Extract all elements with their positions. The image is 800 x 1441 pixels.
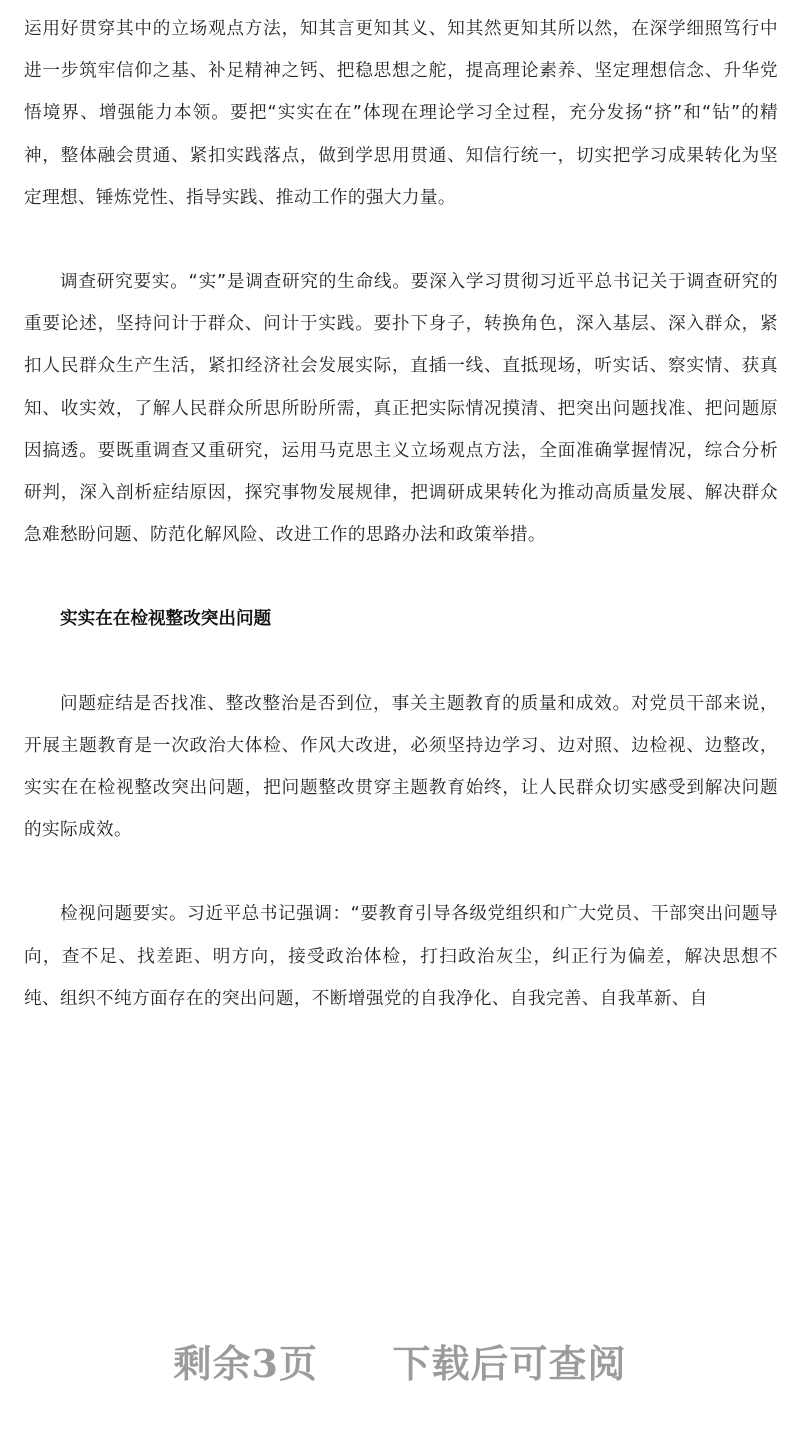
- paragraph-3: 问题症结是否找准、整改整治是否到位，事关主题教育的质量和成效。对党员干部来说，开展主题教育是一次政治大体检、作风大改进，必须坚持边学习、边对照、边检视、边整改，实实在在检视整改突出问题，把问题整改贯穿主题教育始终，让人民群众切实感受到解决问题的实际成效。: [24, 693, 778, 841]
- paragraph-gap: [24, 641, 778, 683]
- paragraph-gap: [24, 851, 778, 893]
- download-to-view-text: 下载后可查阅: [392, 1341, 627, 1386]
- remaining-pages-text: 剩余3页: [173, 1341, 318, 1386]
- paragraph-gap: [24, 219, 778, 261]
- paragraph-gap: [24, 556, 778, 598]
- section-heading: 实实在在检视整改突出问题: [60, 609, 272, 630]
- paragraph-1: 运用好贯穿其中的立场观点方法，知其言更知其义、知其然更知其所以然，在深学细照笃行中进一步筑牢信仰之基、补足精神之钙、把稳思想之舵，提高理论素养、坚定理想信念、升华党悟境界、增强能力本领。要把“实实在在”体现在理论学习全过程，充分发扬“挤”和“钻”的精神，整体融会贯通、紧扣实践落点，做到学思用贯通、知信行统一，切实把学习成果转化为坚定理想、锤炼党性、指导实践、推动工作的强大力量。: [24, 19, 778, 208]
- paragraph-4: 检视问题要实。习近平总书记强调：“要教育引导各级党组织和广大党员、干部突出问题导向，查不足、找差距、明方向，接受政治体检，打扫政治灰尘，纠正行为偏差，解决思想不纯、组织不纯方面存在的突出问题，不断增强党的自我净化、自我完善、自我革新、自: [24, 904, 778, 1009]
- download-prompt-banner[interactable]: [0, 1333, 800, 1388]
- paragraph-2: 调查研究要实。“实”是调查研究的生命线。要深入学习贯彻习近平总书记关于调查研究的重要论述，坚持问计于群众、问计于实践。要扑下身子，转换角色，深入基层、深入群众，紧扣人民群众生产生活，紧扣经济社会发展实际，直插一线、直抵现场，听实话、察实情、获真知、收实效，了解人民群众所思所盼所需，真正把实际情况摸清、把突出问题找准、把问题原因搞透。要既重调查又重研究，运用马克思主义立场观点方法，全面准确掌握情况，综合分析研判，深入剖析症结原因，探究事物发展规律，把调研成果转化为推动高质量发展、解决群众急难愁盼问题、防范化解风险、改进工作的思路办法和政策举措。: [24, 272, 778, 546]
